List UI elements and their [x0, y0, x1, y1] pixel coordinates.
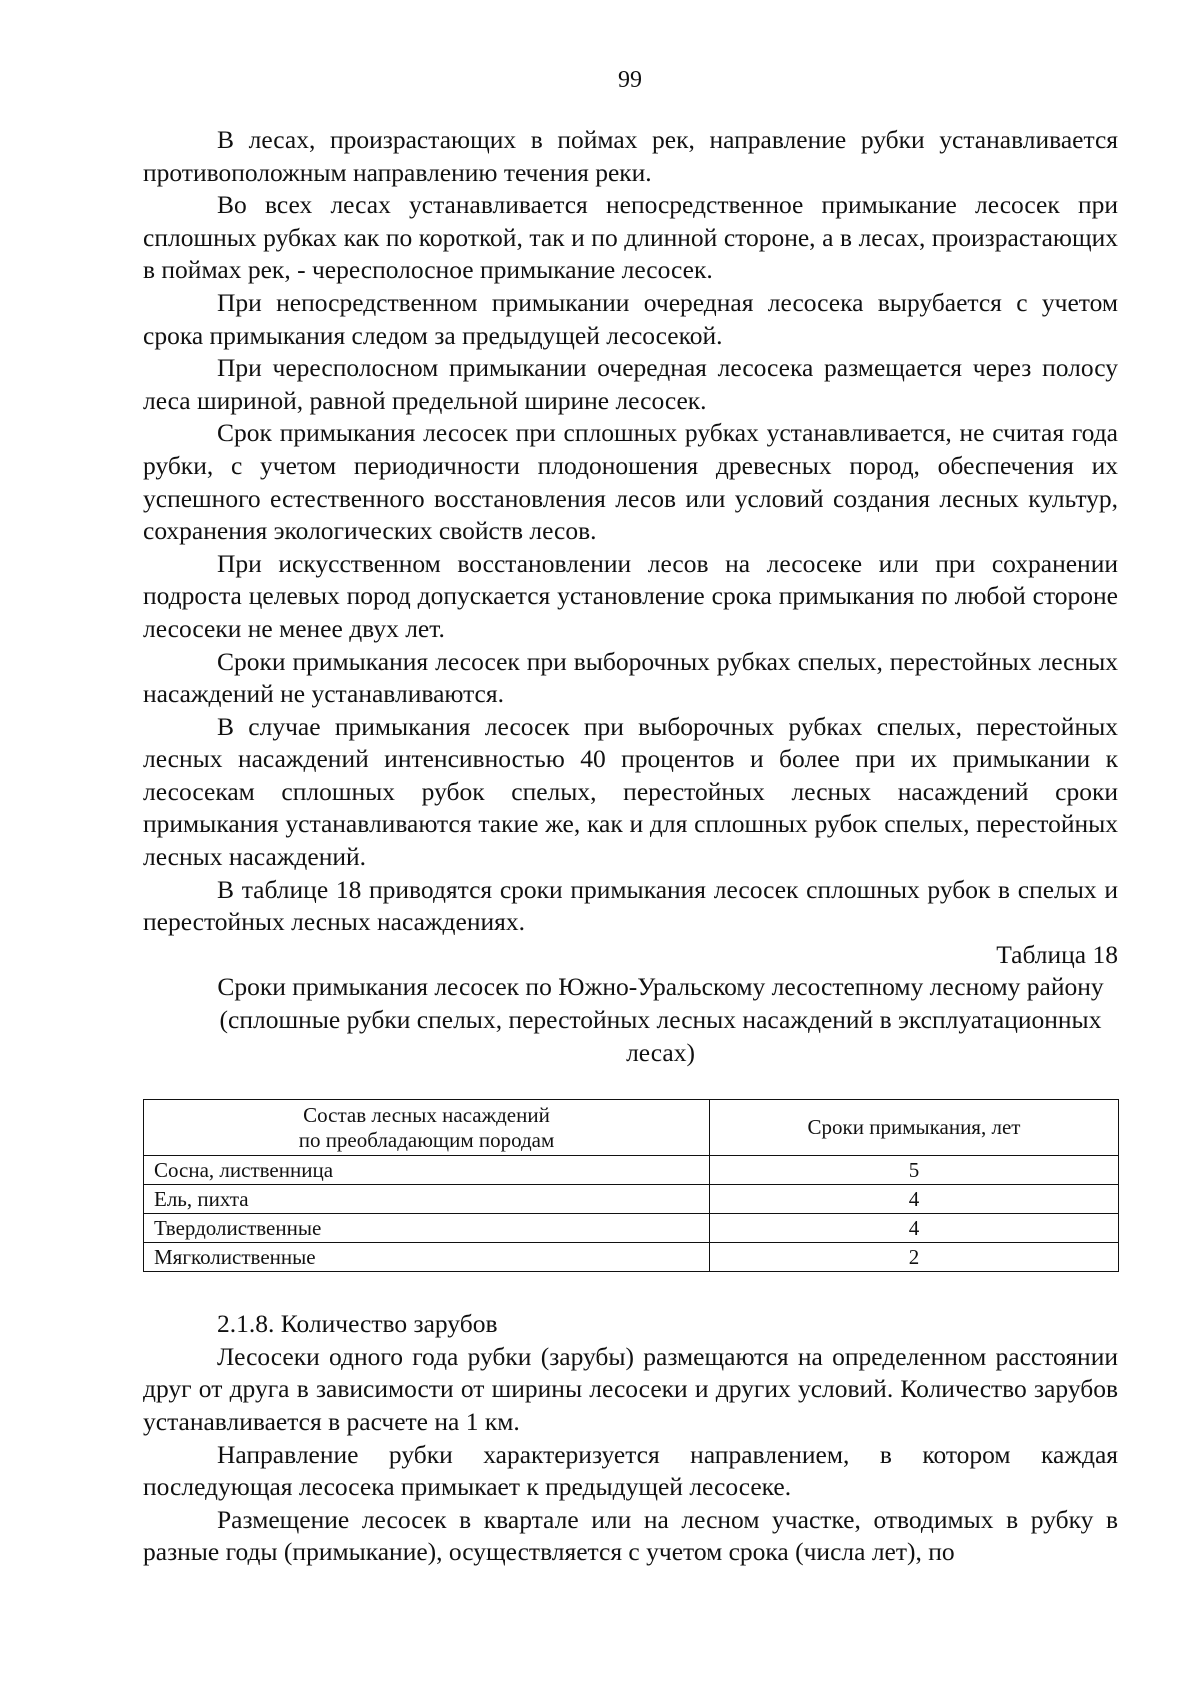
header-species-line1: Состав лесных насаждений [303, 1102, 550, 1127]
paragraph: При чересполосном примыкании очередная лесосека размещается через полосу леса шириной, равной предельной ширине лесосек. [143, 353, 1118, 415]
cell-species: Сосна, лиственница [144, 1156, 710, 1185]
paragraph: При искусственном восстановлении лесов на лесосеке или при сохранении подроста целевых пород допускается установление срока примыкания по любой стороне лесосеки не менее двух лет. [143, 548, 1118, 643]
document-body [143, 124, 1118, 1569]
cell-years: 5 [710, 1156, 1119, 1185]
paragraph: Во всех лесах устанавливается непосредственное примыкание лесосек при сплошных рубках как по короткой, так и по длинной стороне, а в лесах, произрастающих в поймах рек, - чересполосное примыкание лесосек. [143, 190, 1118, 285]
paragraph: В лесах, произрастающих в поймах рек, направление рубки устанавливается противоположным направлению течения реки. [143, 125, 1118, 187]
paragraph: Размещение лесосек в квартале или на лесном участке, отводимых в рубку в разные годы (примыкание), осуществляется с учетом срока (числа лет), по [143, 1504, 1118, 1567]
table-title: Сроки примыкания лесосек по Южно-Уральскому лесостепному лесному району (сплошные рубки спелых, перестойных лесных насаждений в эксплуатационных лесах) [217, 972, 1104, 1067]
header-years: Сроки примыкания, лет [710, 1100, 1119, 1156]
paragraph: При непосредственном примыкании очередная лесосека вырубается с учетом срока примыкания следом за предыдущей лесосекой. [143, 287, 1118, 350]
section-heading: 2.1.8. Количество зарубов [217, 1309, 498, 1339]
page-number: 99 [618, 67, 642, 93]
table-row [144, 1243, 1119, 1272]
cell-years: 4 [710, 1185, 1119, 1214]
table-header-row [144, 1100, 1119, 1156]
cell-species: Мягколиственные [144, 1243, 710, 1272]
cell-species: Ель, пихта [144, 1185, 710, 1214]
header-species [144, 1100, 710, 1156]
table-row [144, 1214, 1119, 1243]
paragraph: В таблице 18 приводятся сроки примыкания лесосек сплошных рубок в спелых и перестойных лесных насаждениях. [143, 874, 1118, 937]
paragraph: Лесосеки одного года рубки (зарубы) размещаются на определенном расстоянии друг от друга в зависимости от ширины лесосеки и других условий. Количество зарубов устанавливается в расчете на 1 км. [143, 1341, 1118, 1436]
table-label: Таблица 18 [996, 939, 1118, 969]
cell-years: 2 [710, 1243, 1119, 1272]
paragraph: Направление рубки характеризуется направлением, в котором каждая последующая лесосека примыкает к предыдущей лесосеке. [143, 1439, 1118, 1502]
cell-species: Твердолиственные [144, 1214, 710, 1243]
adjacency-table [143, 1099, 1119, 1272]
header-species-line2: по преобладающим породам [298, 1127, 555, 1152]
table-row [144, 1185, 1119, 1214]
paragraph: Сроки примыкания лесосек при выборочных рубках спелых, перестойных лесных насаждений не устанавливаются. [143, 646, 1118, 709]
paragraph: Срок примыкания лесосек при сплошных рубках устанавливается, не считая года рубки, с учетом периодичности плодоношения древесных пород, обеспечения их успешного естественного восстановления лесов или условий создания лесных культур, сохранения экологических свойств лесов. [143, 418, 1118, 546]
table-row [144, 1156, 1119, 1185]
cell-years: 4 [710, 1214, 1119, 1243]
paragraph: В случае примыкания лесосек при выборочных рубках спелых, перестойных лесных насаждений интенсивностью 40 процентов и более при их примыкании к лесосекам сплошных рубок спелых, перестойных лесных насаждений сроки примыкания устанавливаются такие же, как и для сплошных рубок спелых, перестойных лесных насаждений. [143, 711, 1118, 872]
